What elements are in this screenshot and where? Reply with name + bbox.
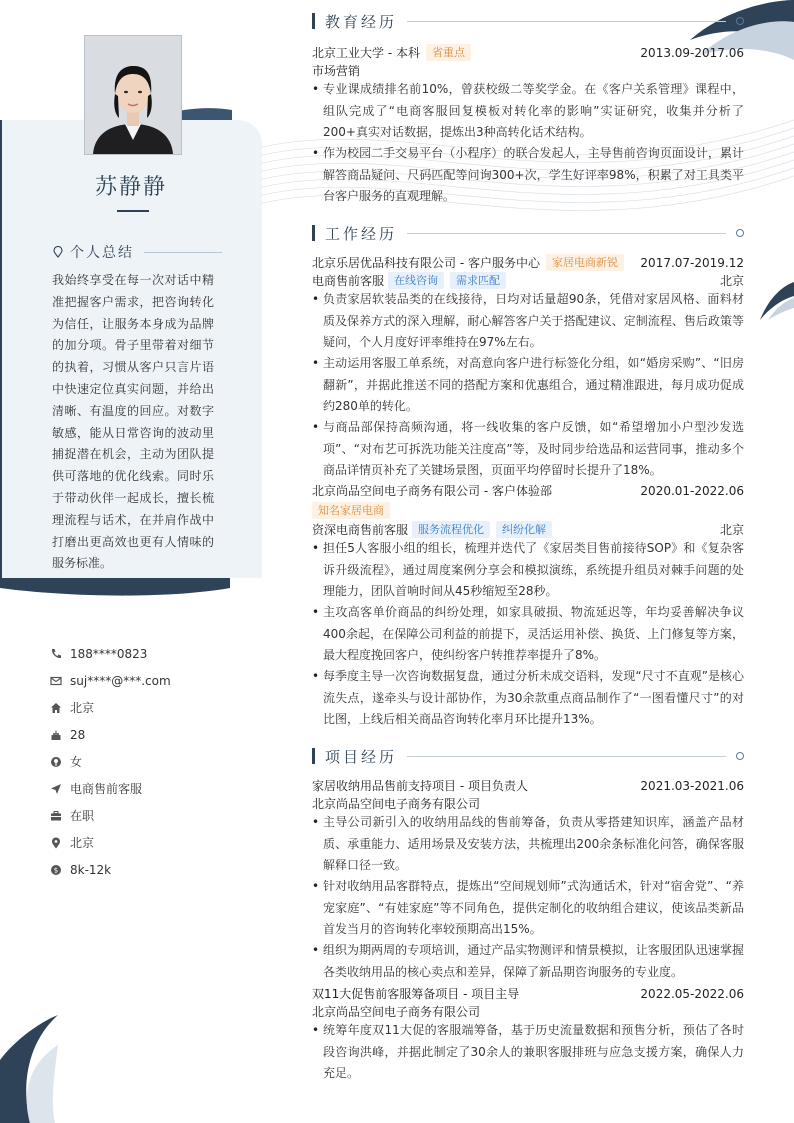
job-bullet: • 每季度主导一次咨询数据复盘，通过分析未成交语料，发现“尺寸不直观”是核心流失点，遂牵头与设计部协作，为30余款重点商品制作了“一图看懂尺寸”的对比图，上线后相关商品咨询转化率月环比提升13%。 xyxy=(312,666,744,731)
heading-bar xyxy=(312,225,315,241)
project-row xyxy=(312,985,744,1002)
location-icon xyxy=(50,837,62,849)
profile-photo xyxy=(84,35,182,155)
circle-icon xyxy=(736,17,744,25)
heading-bar xyxy=(312,13,315,29)
job-role-row xyxy=(312,272,744,289)
contact-email xyxy=(50,667,250,694)
company-name: 北京乐居优品科技有限公司 - 客户服务中心 xyxy=(312,256,540,270)
contact-home xyxy=(50,694,250,721)
contact-gender xyxy=(50,748,250,775)
contact-value: 28 xyxy=(70,727,86,742)
contact-value: 188****0823 xyxy=(70,646,148,661)
project-bullet: • 组织为期两周的专项培训，通过产品实物测评和情景模拟，让客服团队迅速掌握各类收纳用品的核心卖点和差异，保障了新品期咨询服务的专业度。 xyxy=(312,940,744,983)
heading-line xyxy=(407,21,726,22)
contact-status xyxy=(50,802,250,829)
phone-icon xyxy=(50,648,62,660)
job-bullet: • 主攻高客单价商品的纠纷处理，如家具破损、物流延迟等，年均妥善解决争议400余起，在保障公司利益的前提下，灵活运用补偿、换货、上门修复等方案，最大程度挽回客户，使纠纷客户转推荐率提升了8%。 xyxy=(312,602,744,667)
role-tag: 需求匹配 xyxy=(450,272,506,289)
section-title: 教育经历 xyxy=(325,12,398,31)
cake-icon xyxy=(50,729,62,741)
contact-value: 电商售前客服 xyxy=(70,782,143,796)
work-heading xyxy=(312,222,744,244)
company-name: 北京尚品空间电子商务有限公司 - 客户体验部 xyxy=(312,484,552,498)
job-company-row xyxy=(312,482,744,499)
project-name: 双11大促售前客服筹备项目 - 项目主导 xyxy=(312,987,520,1001)
section-title: 项目经历 xyxy=(325,747,398,766)
job-bullet: • 主动运用客服工单系统，对高意向客户进行标签化分组，如“婚房采购”、“旧房翻新”，并据此推送不同的搭配方案和优惠组合，通过精准跟进，每月成功促成约280单的转化。 xyxy=(312,353,744,418)
project-bullet: • 针对收纳用品客群特点，提炼出“空间规划师”式沟通话术，针对“宿舍党”、“养宠家庭”、“有娃家庭”等不同角色，提供定制化的收纳组合建议，使该品类新品首发当月的咨询转化率较预期高出15%。 xyxy=(312,876,744,941)
contact-phone xyxy=(50,640,250,667)
contact-position xyxy=(50,775,250,802)
summary-text: 我始终享受在每一次对话中精准把握客户需求，把咨询转化为信任，让服务本身成为品牌的加分项。骨子里带着对细节的执着，习惯从客户只言片语中快速定位真实问题，并给出清晰、有温度的回应。对数字敏感，能从日常咨询的波动里捕捉潜在机会，主动为团队提供可落地的优化线索。同时乐于带动伙伴一起成长，擅长梳理流程与话术，在并肩作战中打磨出更高效也更有人情味的服务标准。 xyxy=(52,273,214,571)
education-bullet: • 作为校园二手交易平台（小程序）的联合发起人，主导售前咨询页面设计，累计解答商品疑问、尺码匹配等问询300+次，学生好评率98%，积累了对工具类平台客户服务的直观理解。 xyxy=(312,143,744,208)
project-name: 家居收纳用品售前支持项目 - 项目负责人 xyxy=(312,779,528,793)
education-bullet: • 专业课成绩排名前10%，曾获校级二等奖学金。在《客户关系管理》课程中，组队完成了“电商客服回复模板对转化率的影响”实证研究，收集并分析了200+真实对话数据，提炼出3种高转化话术结构。 xyxy=(312,79,744,144)
candidate-name: 苏静静 xyxy=(94,175,167,200)
circle-icon xyxy=(736,752,744,760)
project-row xyxy=(312,777,744,794)
major: 市场营销 xyxy=(312,64,361,78)
name-underline xyxy=(117,210,149,212)
contact-list xyxy=(50,640,250,883)
section-title: 工作经历 xyxy=(325,224,398,243)
education-date: 2013.09-2017.06 xyxy=(640,45,744,60)
summary-divider xyxy=(144,252,222,253)
major-row xyxy=(312,62,744,79)
project-bullet: • 主导公司新引入的收纳用品线的售前筹备，负责从零搭建知识库，涵盖产品材质、承重能力、适用场景及安装方法，共梳理出200余条标准化问答，确保客服解释口径一致。 xyxy=(312,812,744,877)
job-role-row xyxy=(312,521,744,538)
project-date: 2021.03-2021.06 xyxy=(640,778,744,793)
job-company-row xyxy=(312,254,744,271)
project-org-row xyxy=(312,1003,744,1020)
contact-value: 8k-12k xyxy=(70,862,112,877)
send-icon xyxy=(50,783,62,795)
map-pin-icon xyxy=(52,246,64,258)
company-tag-row xyxy=(312,502,744,519)
job-role: 资深电商售前客服 xyxy=(312,523,409,537)
home-icon xyxy=(50,702,62,714)
summary-heading xyxy=(52,242,222,262)
gender-icon xyxy=(50,756,62,768)
job-bullet: • 担任5人客服小组的组长，梳理并迭代了《家居类目售前接待SOP》和《复杂客诉升级流程》，通过周度案例分享会和模拟演练，系统提升组员对棘手问题的处理能力，团队首响时间从45秒缩短至28秒。 xyxy=(312,538,744,603)
project-date: 2022.05-2022.06 xyxy=(640,986,744,1001)
project-bullet: • 统筹年度双11大促的客服端筹备，基于历史流量数据和预售分析，预估了各时段咨询洪峰，并据此制定了30余人的兼职客服排班与应急支援方案，确保人力充足。 xyxy=(312,1020,744,1085)
heading-line xyxy=(407,233,726,234)
contact-salary xyxy=(50,856,250,883)
contact-value: 在职 xyxy=(70,809,95,823)
school-tag: 省重点 xyxy=(426,44,471,61)
project-org: 北京尚品空间电子商务有限公司 xyxy=(312,797,481,811)
company-tag: 知名家居电商 xyxy=(312,502,390,519)
job-city: 北京 xyxy=(719,523,744,537)
company-tag: 家居电商新锐 xyxy=(546,254,624,271)
projects-heading xyxy=(312,745,744,767)
job-bullet: • 与商品部保持高频沟通，将一线收集的客户反馈，如“希望增加小户型沙发选项”、“对布艺可拆洗功能关注度高”等，及时同步给选品和运营同事，推动多个商品详情页补充了关键场景图，页面平均停留时长提升了18%。 xyxy=(312,417,744,482)
contact-value: suj****@***.com xyxy=(70,673,171,688)
circle-icon xyxy=(736,229,744,237)
project-org-row xyxy=(312,795,744,812)
education-row xyxy=(312,44,744,61)
contact-age xyxy=(50,721,250,748)
heading-bar xyxy=(312,748,315,764)
role-tag: 在线咨询 xyxy=(388,272,444,289)
job-date: 2017.07-2019.12 xyxy=(640,255,744,270)
mail-icon xyxy=(50,675,62,687)
role-tag: 纠纷化解 xyxy=(496,521,552,538)
role-tag: 服务流程优化 xyxy=(412,521,490,538)
summary-title: 个人总结 xyxy=(70,245,134,261)
education-heading xyxy=(312,10,744,32)
school-name: 北京工业大学 - 本科 xyxy=(312,46,420,60)
salary-icon xyxy=(50,864,62,876)
contact-value: 女 xyxy=(70,755,83,769)
briefcase-icon xyxy=(50,810,62,822)
contact-value: 北京 xyxy=(70,836,95,850)
svg-text:$: $ xyxy=(53,866,59,875)
contact-city xyxy=(50,829,250,856)
heading-line xyxy=(407,756,726,757)
job-role: 电商售前客服 xyxy=(312,274,385,288)
job-bullet: • 负责家居软装品类的在线接待，日均对话量超90条，凭借对家居风格、面料材质及保养方式的深入理解，耐心解答客户关于搭配建议、定制流程、售后政策等疑问，个人月度好评率维持在97%左右。 xyxy=(312,289,744,354)
job-date: 2020.01-2022.06 xyxy=(640,483,744,498)
project-org: 北京尚品空间电子商务有限公司 xyxy=(312,1005,481,1019)
contact-value: 北京 xyxy=(70,701,95,715)
job-city: 北京 xyxy=(719,274,744,288)
left-sidebar xyxy=(0,0,290,1123)
